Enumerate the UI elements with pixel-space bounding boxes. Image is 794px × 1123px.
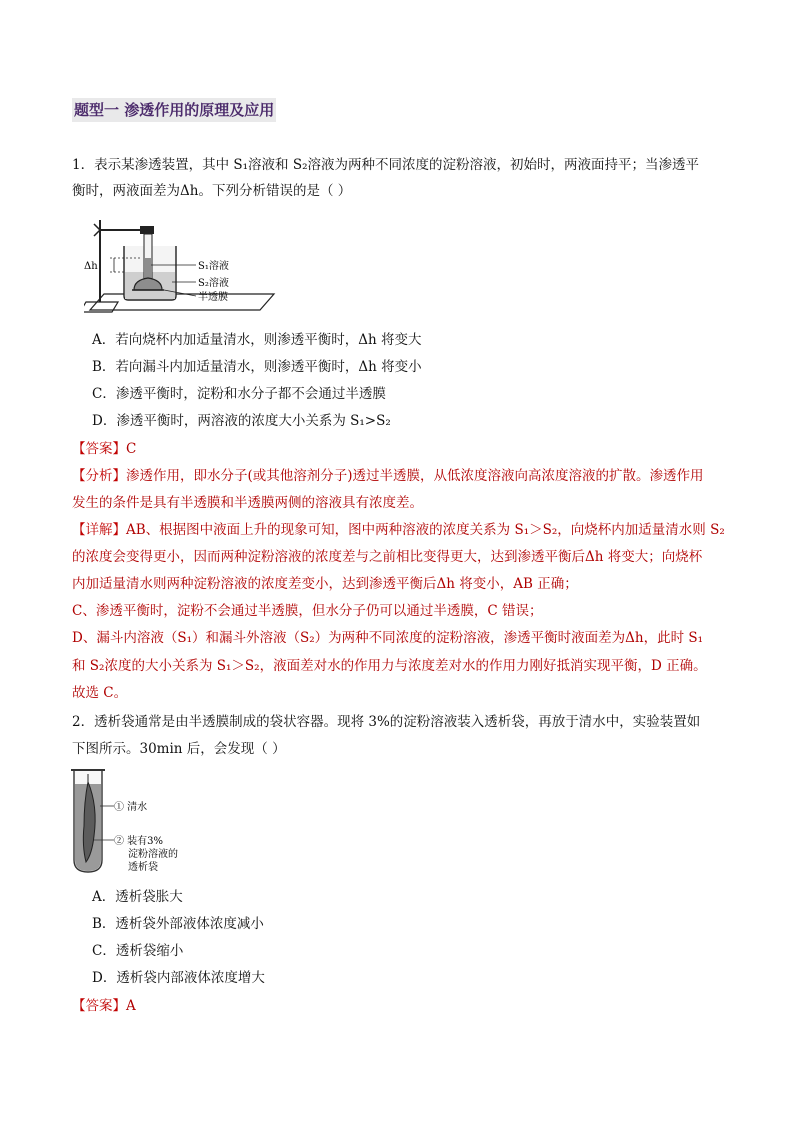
label-bag-line1: ② 装有3%: [114, 836, 164, 847]
osmosis-apparatus-figure: [84, 210, 284, 320]
answer-value: A: [126, 998, 136, 1014]
q2-option-a: A．透析袋胀大: [92, 889, 183, 905]
answer-value: C: [126, 441, 137, 457]
clamp-holder: [140, 226, 154, 234]
q2-option-d: D．透析袋内部液体浓度增大: [92, 970, 265, 986]
q1-option-d: D．渗透平衡时，两溶液的浓度大小关系为 S₁>S₂: [92, 413, 391, 429]
analysis-tag: 【分析】: [72, 468, 126, 484]
section-title: 题型一 渗透作用的原理及应用: [72, 98, 276, 122]
q1-option-c: C．渗透平衡时，淀粉和水分子都不会通过半透膜: [92, 386, 386, 402]
q1-detail-line3: 内加适量清水则两种淀粉溶液的浓度差变小，达到渗透平衡后Δh 将变小，AB 正确；: [72, 576, 578, 592]
q1-detail-line4: C、渗透平衡时，淀粉不会通过半透膜，但水分子仍可以通过半透膜，C 错误；: [72, 603, 543, 619]
q1-detail-line6: 和 S₂浓度的大小关系为 S₁＞S₂，液面差对水的作用力与浓度差对水的作用力刚好抵消实现平衡，D 正确。: [72, 658, 707, 674]
q1-option-b: B．若向漏斗内加适量清水，则渗透平衡时，Δh 将变小: [92, 359, 422, 375]
label-bag-line3: 透析袋: [128, 862, 158, 873]
q2-option-b: B．透析袋外部液体浓度减小: [92, 916, 264, 932]
q1-stem-line1: 1．表示某渗透装置，其中 S₁溶液和 S₂溶液为两种不同浓度的淀粉溶液，初始时，两液面持平；当渗透平: [72, 157, 699, 173]
q2-stem-line1: 2．透析袋通常是由半透膜制成的袋状容器。现将 3%的淀粉溶液装入透析袋，再放于清水中，实验装置如: [72, 714, 701, 730]
q1-detail-line1: 【详解】AB、根据图中液面上升的现象可知，图中两种溶液的浓度关系为 S₁＞S₂，向烧杯内加适量清水则 S₂: [72, 522, 725, 538]
q1-analysis-line1: 【分析】渗透作用，即水分子(或其他溶剂分子)透过半透膜，从低浓度溶液向高浓度溶液的扩散。渗透作用: [72, 468, 704, 484]
s2-label: S₂溶液: [198, 278, 229, 289]
s1-label: S₁溶液: [198, 261, 229, 272]
q1-detail-line7: 故选 C。: [72, 685, 128, 701]
label-bag-line2: 淀粉溶液的: [128, 849, 178, 860]
delta-h-label: Δh: [84, 261, 98, 272]
q2-option-c: C．透析袋缩小: [92, 943, 184, 959]
q1-analysis-line2: 发生的条件是具有半透膜和半透膜两侧的溶液具有浓度差。: [72, 495, 423, 511]
dialysis-bag-figure: [70, 766, 210, 876]
q2-stem-line2: 下图所示。30min 后，会发现（ ）: [72, 741, 286, 757]
tube-solution-s1: [145, 258, 151, 280]
q1-stem-line2: 衡时，两液面差为Δh。下列分析错误的是（ ）: [72, 183, 352, 199]
q1-detail-line5: D、漏斗内溶液（S₁）和漏斗外溶液（S₂）为两种不同浓度的淀粉溶液，渗透平衡时液面差为Δh，此时 S₁: [72, 630, 704, 646]
label-clear-water: ① 清水: [114, 802, 148, 813]
q1-answer: [72, 439, 136, 459]
answer-tag: 【答案】: [72, 441, 126, 457]
answer-tag: 【答案】: [72, 998, 126, 1014]
q1-detail-line2: 的浓度会变得更小，因而两种淀粉溶液的浓度差与之前相比变得更大，达到渗透平衡后Δh 将变大；向烧杯: [72, 549, 703, 565]
membrane-label: 半透膜: [198, 292, 228, 303]
q1-option-a: A．若向烧杯内加适量清水，则渗透平衡时，Δh 将变大: [92, 332, 422, 348]
detail-tag: 【详解】: [72, 522, 126, 538]
q2-answer: [72, 996, 136, 1016]
